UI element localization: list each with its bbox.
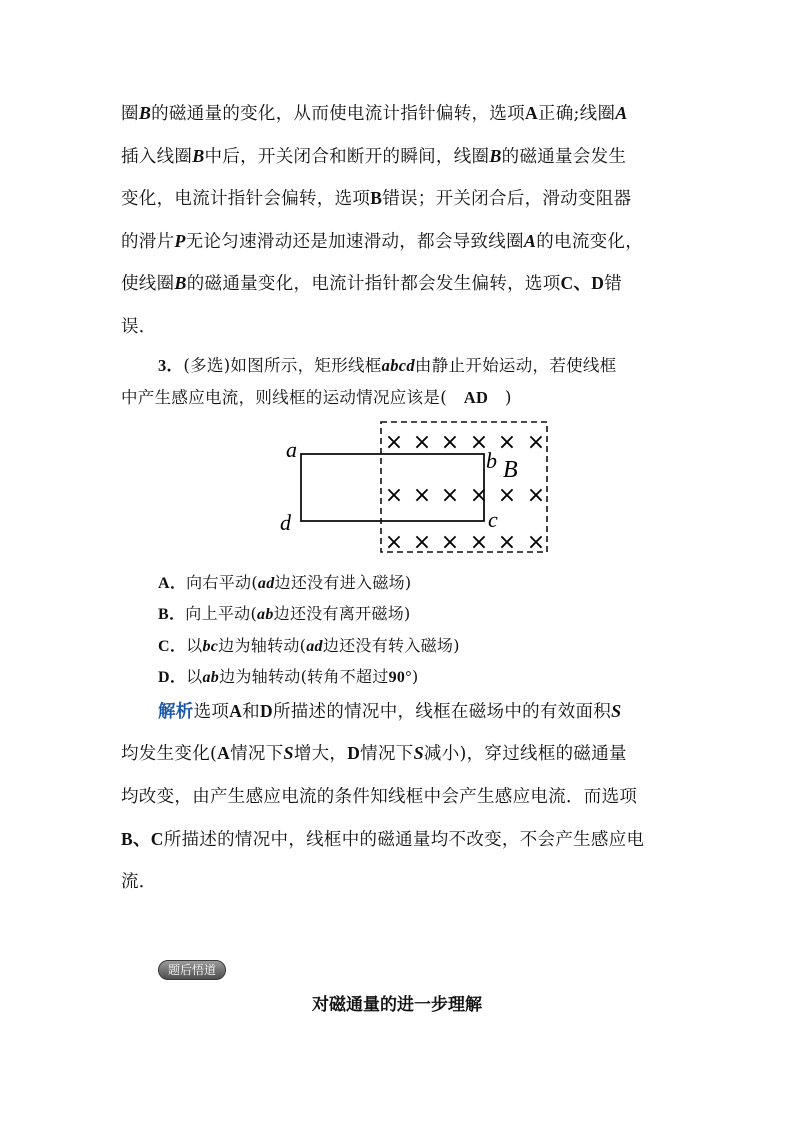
field-cross: ×	[526, 430, 546, 455]
analysis-line2: 均发生变化(A情况下S增大，D情况下S减小)，穿过线框的磁通量	[121, 743, 627, 764]
field-cross: ×	[497, 430, 517, 455]
analysis-line1: 解析选项A和D所描述的情况中，线框在磁场中的有效面积S	[158, 701, 622, 722]
label-B: B	[503, 457, 518, 483]
para1-line3: 变化，电流计指针会偏转，选项B错误；开关闭合后，滑动变阻器	[121, 188, 632, 209]
para1-line4: 的滑片P无论匀速滑动还是加速滑动，都会导致线圈A的电流变化，	[121, 231, 644, 252]
label-b: b	[486, 448, 497, 473]
field-cross: ×	[469, 483, 489, 508]
field-cross: ×	[384, 530, 404, 555]
answer: AD	[463, 388, 489, 407]
reflection-badge: 题后悟道	[158, 960, 226, 980]
magnetic-field-figure	[0, 410, 794, 570]
field-cross: ×	[526, 483, 546, 508]
field-cross: ×	[440, 430, 460, 455]
analysis-line5: 流．	[121, 872, 157, 892]
field-cross: ×	[526, 530, 546, 555]
field-cross: ×	[497, 483, 517, 508]
field-cross: ×	[440, 483, 460, 508]
analysis-tag: 解析	[158, 702, 194, 722]
field-cross: ×	[412, 430, 432, 455]
field-cross: ×	[469, 530, 489, 555]
option-b: B．向上平动(ab边还没有离开磁场)	[158, 604, 411, 623]
analysis-line3: 均改变，由产生感应电流的条件知线框中会产生感应电流．而选项	[121, 787, 638, 807]
field-cross: ×	[384, 430, 404, 455]
label-a: a	[286, 437, 297, 462]
label-c: c	[488, 507, 498, 532]
para1-line2: 插入线圈B中后，开关闭合和断开的瞬间，线圈B的磁通量会发生	[121, 146, 627, 167]
option-a: A．向右平动(ad边还没有进入磁场)	[158, 573, 412, 592]
option-c: C．以bc边为轴转动(ad边还没有转入磁场)	[158, 636, 460, 655]
option-d: D．以ab边为轴转动(转角不超过90°)	[158, 667, 419, 686]
field-cross: ×	[440, 530, 460, 555]
field-region-boundary	[381, 422, 547, 552]
question-line1: 3．(多选)如图所示，矩形线框abcd由静止开始运动，若使线框	[158, 356, 617, 375]
para1-line1: 圈B的磁通量的变化，从而使电流计指针偏转，选项A正确;线圈A	[121, 103, 628, 124]
field-crosses	[385, 430, 545, 555]
field-cross: ×	[412, 530, 432, 555]
para1-line5: 使线圈B的磁通量变化，电流计指针都会发生偏转，选项C、D错	[121, 273, 623, 294]
label-d: d	[280, 510, 291, 535]
field-cross: ×	[412, 483, 432, 508]
field-cross: ×	[469, 430, 489, 455]
para1-line6: 误．	[121, 317, 157, 337]
question-line2: 中产生感应电流，则线框的运动情况应该是( AD )	[121, 388, 512, 407]
section-heading: 对磁通量的进一步理解	[312, 995, 482, 1015]
field-cross: ×	[384, 483, 404, 508]
field-cross: ×	[497, 530, 517, 555]
analysis-line4: B、C所描述的情况中，线框中的磁通量均不改变，不会产生感应电	[121, 829, 645, 850]
